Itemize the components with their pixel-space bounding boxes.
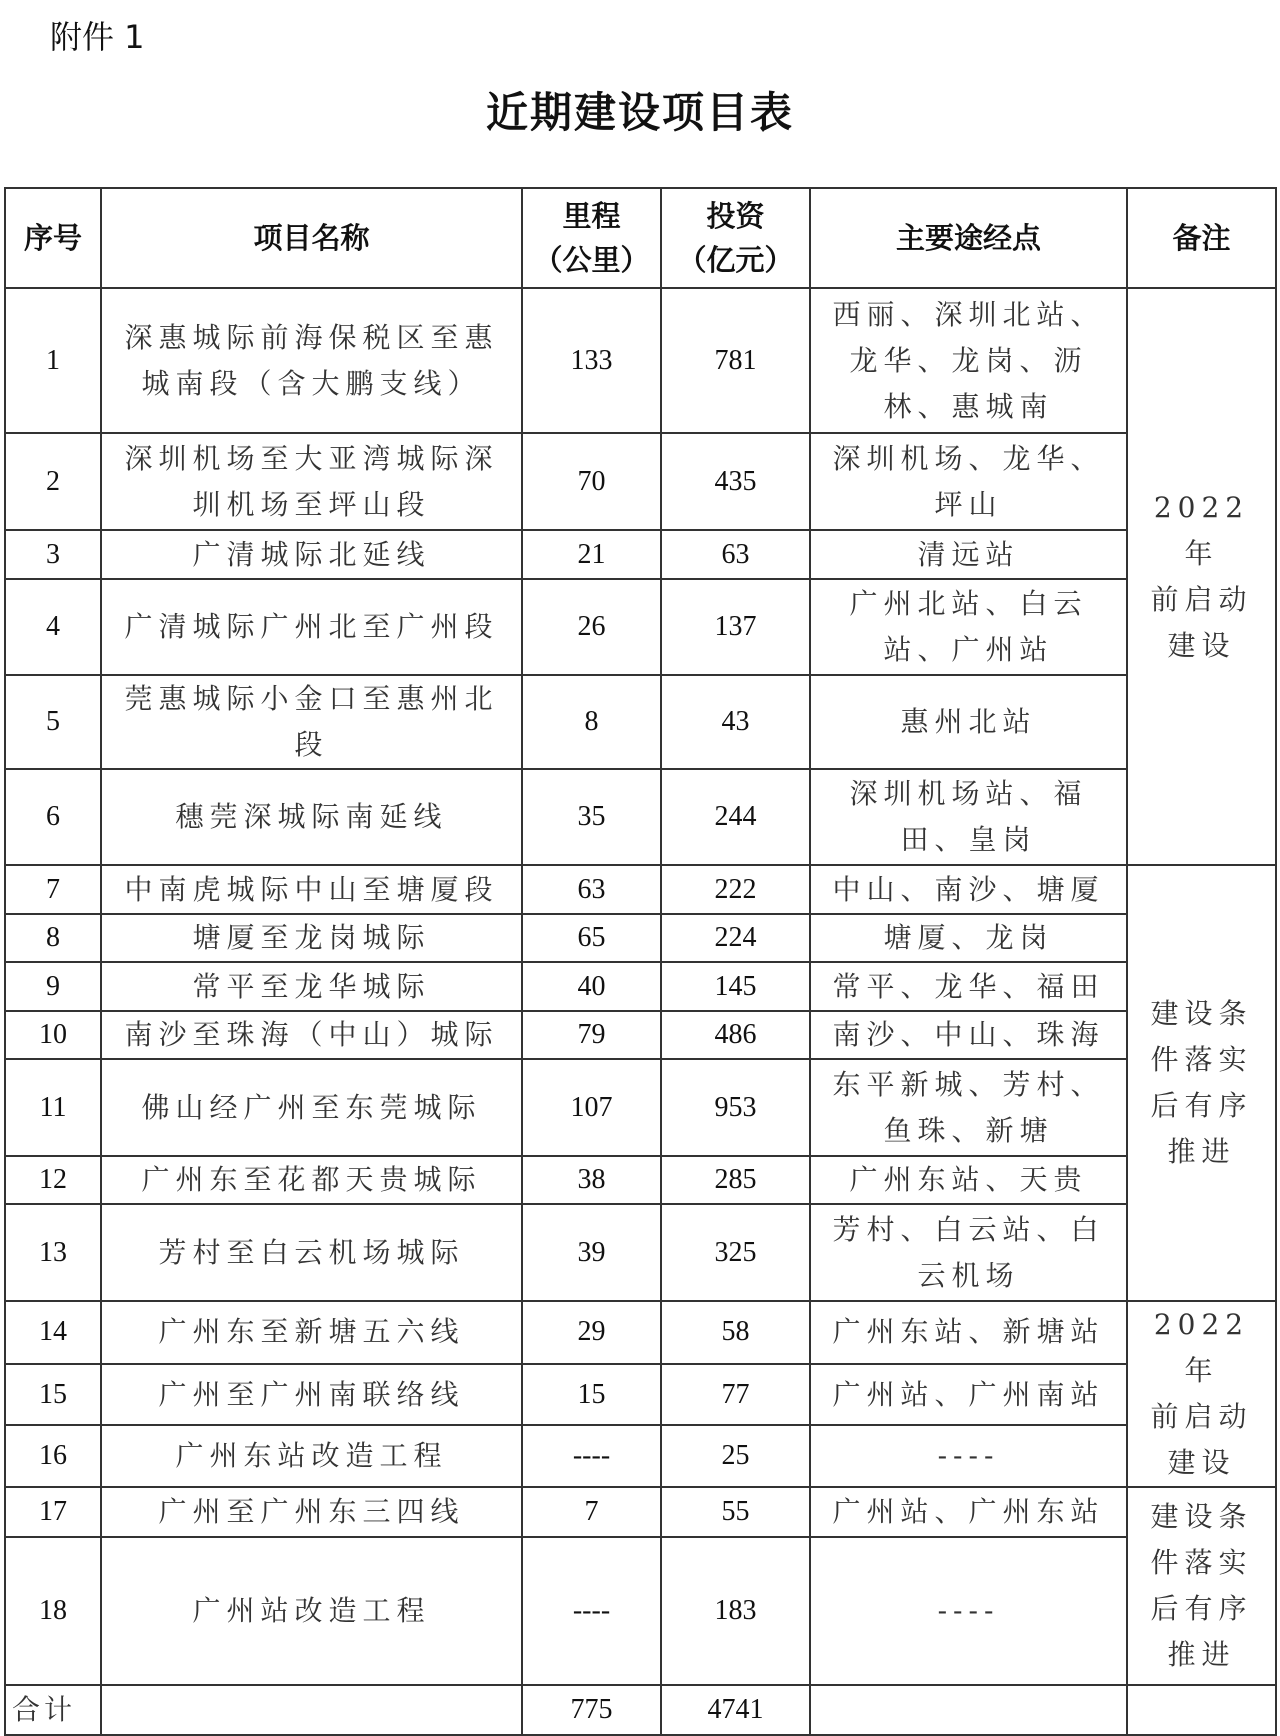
- row-length: 65: [522, 914, 661, 962]
- remark-line: 推进: [1167, 1638, 1236, 1671]
- row-index: 6: [5, 769, 101, 865]
- remark-group-4: [1127, 1487, 1276, 1685]
- row-name: 中南虎城际中山至塘厦段: [101, 865, 522, 914]
- row-name: 南沙至珠海（中山）城际: [101, 1011, 522, 1059]
- row-length: 35: [522, 769, 661, 865]
- row-investment: 953: [661, 1059, 810, 1156]
- row-via: ----: [810, 1537, 1127, 1685]
- row-index: 16: [5, 1425, 101, 1487]
- row-via: 广州站、广州东站: [810, 1487, 1127, 1537]
- row-index: 8: [5, 914, 101, 962]
- header-length-line1: 里程: [562, 199, 621, 233]
- row-index: 1: [5, 288, 101, 433]
- row-index: 5: [5, 675, 101, 769]
- remark-group-1: [1127, 288, 1276, 865]
- row-length: 40: [522, 962, 661, 1011]
- remark-group-2: [1127, 865, 1276, 1301]
- row-name: 广州至广州东三四线: [101, 1487, 522, 1537]
- row-investment: 325: [661, 1204, 810, 1301]
- row-via: 芳村、白云站、白云机场: [810, 1204, 1127, 1301]
- row-investment: 63: [661, 530, 810, 579]
- remark-line: 后有序: [1150, 1592, 1253, 1625]
- row-name: 穗莞深城际南延线: [101, 769, 522, 865]
- row-investment: 285: [661, 1156, 810, 1204]
- row-name: 莞惠城际小金口至惠州北段: [101, 675, 522, 769]
- row-name: 深惠城际前海保税区至惠城南段（含大鹏支线）: [101, 288, 522, 433]
- remark-line: 建设: [1167, 1446, 1236, 1479]
- row-via: 西丽、深圳北站、龙华、龙岗、沥林、惠城南: [810, 288, 1127, 433]
- row-index: 14: [5, 1301, 101, 1364]
- remark-line: 件落实: [1150, 1043, 1253, 1076]
- table-row: [5, 288, 1276, 433]
- table-row: [5, 962, 1276, 1011]
- row-index: 11: [5, 1059, 101, 1156]
- row-length: 107: [522, 1059, 661, 1156]
- row-name: 广州至广州南联络线: [101, 1364, 522, 1426]
- header-investment-line1: 投资: [706, 199, 765, 233]
- row-investment: 77: [661, 1364, 810, 1426]
- row-name: 广清城际广州北至广州段: [101, 579, 522, 675]
- row-length: 26: [522, 579, 661, 675]
- row-index: 13: [5, 1204, 101, 1301]
- table-row: [5, 579, 1276, 675]
- row-investment: 25: [661, 1425, 810, 1487]
- row-index: 3: [5, 530, 101, 579]
- row-name: 塘厦至龙岗城际: [101, 914, 522, 962]
- total-remark-empty: [1127, 1685, 1276, 1735]
- table-row: [5, 1011, 1276, 1059]
- table-row: [5, 865, 1276, 914]
- table-row: [5, 914, 1276, 962]
- row-name: 佛山经广州至东莞城际: [101, 1059, 522, 1156]
- row-investment: 222: [661, 865, 810, 914]
- project-table: [4, 187, 1277, 1736]
- total-via-empty: [810, 1685, 1127, 1735]
- remark-line: 后有序: [1150, 1089, 1253, 1122]
- table-row: [5, 769, 1276, 865]
- total-row: [5, 1685, 1276, 1735]
- table-row: [5, 1301, 1276, 1364]
- remark-group-3: [1127, 1301, 1276, 1487]
- row-investment: 137: [661, 579, 810, 675]
- header-name: 项目名称: [101, 188, 522, 288]
- remark-line: 建设: [1167, 628, 1236, 662]
- row-index: 4: [5, 579, 101, 675]
- attachment-label: 附件 1: [50, 18, 145, 56]
- table-row: [5, 1059, 1276, 1156]
- row-via: 南沙、中山、珠海: [810, 1011, 1127, 1059]
- row-index: 17: [5, 1487, 101, 1537]
- row-name: 广州东至新塘五六线: [101, 1301, 522, 1364]
- row-investment: 486: [661, 1011, 810, 1059]
- row-investment: 55: [661, 1487, 810, 1537]
- row-index: 12: [5, 1156, 101, 1204]
- remark-line: 件落实: [1150, 1546, 1253, 1579]
- row-investment: 224: [661, 914, 810, 962]
- row-via: 广州北站、白云站、广州站: [810, 579, 1127, 675]
- row-length: 7: [522, 1487, 661, 1537]
- header-via: 主要途经点: [810, 188, 1127, 288]
- row-length: 21: [522, 530, 661, 579]
- remark-line: 2022 年: [1153, 1308, 1250, 1387]
- row-via: 深圳机场站、福田、皇岗: [810, 769, 1127, 865]
- row-index: 10: [5, 1011, 101, 1059]
- remark-line: 前启动: [1150, 1400, 1253, 1433]
- page-title: 近期建设项目表: [485, 88, 794, 137]
- remark-line: 前启动: [1150, 582, 1253, 616]
- row-investment: 183: [661, 1537, 810, 1685]
- row-via: 清远站: [810, 530, 1127, 579]
- total-label: 合计: [5, 1685, 101, 1735]
- row-via: 东平新城、芳村、鱼珠、新塘: [810, 1059, 1127, 1156]
- row-name: 广清城际北延线: [101, 530, 522, 579]
- row-length: 38: [522, 1156, 661, 1204]
- table-row: [5, 675, 1276, 769]
- row-length: 133: [522, 288, 661, 433]
- row-via: 惠州北站: [810, 675, 1127, 769]
- row-index: 18: [5, 1537, 101, 1685]
- row-length: 79: [522, 1011, 661, 1059]
- row-investment: 58: [661, 1301, 810, 1364]
- row-length: 70: [522, 433, 661, 530]
- remark-line: 建设条: [1150, 1500, 1253, 1533]
- row-investment: 781: [661, 288, 810, 433]
- row-name: 芳村至白云机场城际: [101, 1204, 522, 1301]
- table-row: [5, 530, 1276, 579]
- row-via: 中山、南沙、塘厦: [810, 865, 1127, 914]
- row-via: ----: [810, 1425, 1127, 1487]
- row-length: ----: [522, 1537, 661, 1685]
- row-length: 63: [522, 865, 661, 914]
- row-name: 广州东站改造工程: [101, 1425, 522, 1487]
- header-investment-line2: （亿元）: [677, 243, 794, 277]
- row-name: 广州东至花都天贵城际: [101, 1156, 522, 1204]
- row-length: 29: [522, 1301, 661, 1364]
- table-row: [5, 1487, 1276, 1537]
- header-investment: [661, 188, 810, 288]
- row-index: 2: [5, 433, 101, 530]
- row-via: 广州站、广州南站: [810, 1364, 1127, 1426]
- row-investment: 43: [661, 675, 810, 769]
- header-remark: 备注: [1127, 188, 1276, 288]
- row-index: 9: [5, 962, 101, 1011]
- row-via: 深圳机场、龙华、坪山: [810, 433, 1127, 530]
- row-name: 深圳机场至大亚湾城际深圳机场至坪山段: [101, 433, 522, 530]
- table-row: [5, 1364, 1276, 1426]
- header-row: [5, 188, 1276, 288]
- row-investment: 145: [661, 962, 810, 1011]
- table-row: [5, 1537, 1276, 1685]
- row-length: ----: [522, 1425, 661, 1487]
- table-row: [5, 1156, 1276, 1204]
- row-via: 广州东站、天贵: [810, 1156, 1127, 1204]
- remark-line: 建设条: [1150, 997, 1253, 1030]
- row-investment: 244: [661, 769, 810, 865]
- row-via: 塘厦、龙岗: [810, 914, 1127, 962]
- total-investment: 4741: [661, 1685, 810, 1735]
- header-index: 序号: [5, 188, 101, 288]
- header-length-line2: （公里）: [533, 243, 650, 277]
- row-length: 39: [522, 1204, 661, 1301]
- row-investment: 435: [661, 433, 810, 530]
- remark-line: 2022 年: [1153, 490, 1250, 570]
- row-name: 常平至龙华城际: [101, 962, 522, 1011]
- row-index: 15: [5, 1364, 101, 1426]
- row-via: 广州东站、新塘站: [810, 1301, 1127, 1364]
- total-length: 775: [522, 1685, 661, 1735]
- table-row: [5, 1425, 1276, 1487]
- row-index: 7: [5, 865, 101, 914]
- table-row: [5, 1204, 1276, 1301]
- header-length: [522, 188, 661, 288]
- row-length: 15: [522, 1364, 661, 1426]
- row-via: 常平、龙华、福田: [810, 962, 1127, 1011]
- total-name-empty: [101, 1685, 522, 1735]
- row-length: 8: [522, 675, 661, 769]
- row-name: 广州站改造工程: [101, 1537, 522, 1685]
- remark-line: 推进: [1167, 1135, 1236, 1168]
- table-row: [5, 433, 1276, 530]
